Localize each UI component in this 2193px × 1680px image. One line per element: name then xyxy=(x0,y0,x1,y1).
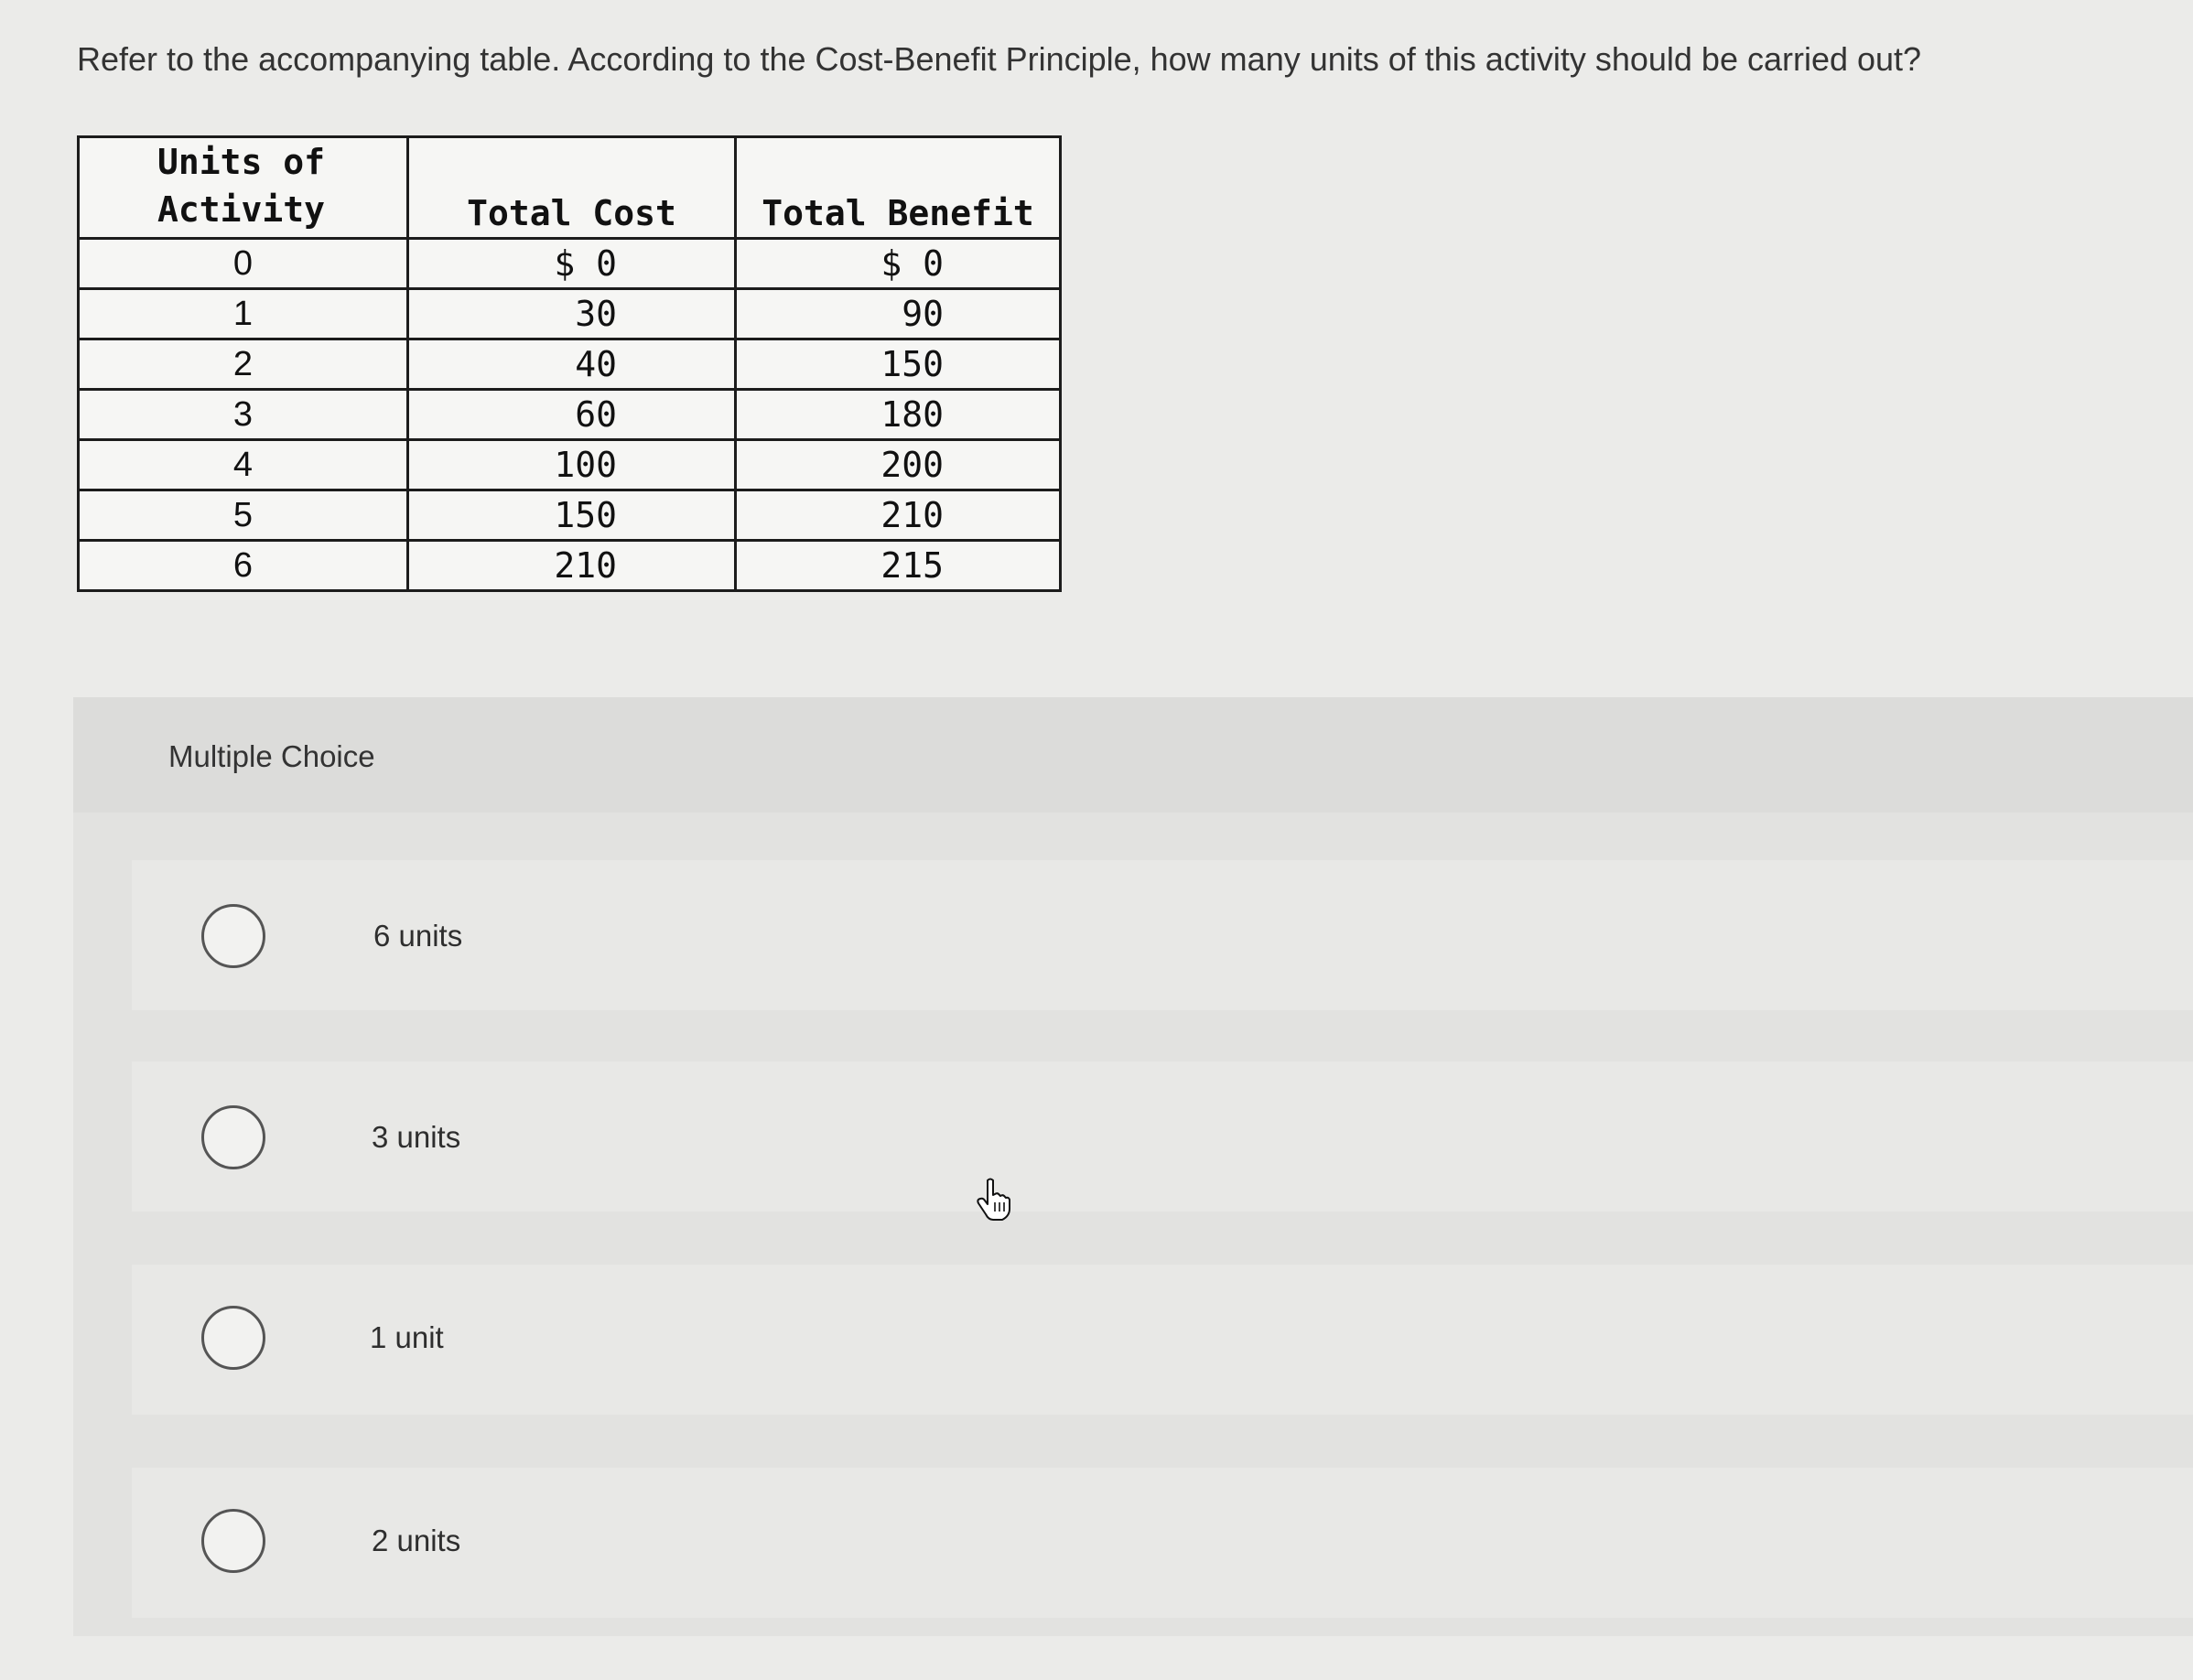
benefit-cell: 210 xyxy=(736,490,1061,541)
hand-pointer-icon xyxy=(976,1177,1012,1221)
header-units-line1: Units of xyxy=(157,142,326,182)
cost-cell: 60 xyxy=(408,390,736,440)
table-row xyxy=(79,390,1061,440)
table-row xyxy=(79,339,1061,390)
cost-cell: 210 xyxy=(408,541,736,591)
option-label: 6 units xyxy=(373,919,463,953)
question-text: Refer to the accompanying table. According to the Cost-Benefit Principle, how many units of this activity should be carried out? xyxy=(77,40,1922,78)
radio-button-icon[interactable] xyxy=(201,1105,265,1169)
benefit-cell: 150 xyxy=(736,339,1061,390)
multiple-choice-panel xyxy=(73,697,2193,1636)
units-cell: 6 xyxy=(79,541,408,591)
multiple-choice-header xyxy=(73,697,2193,813)
table-row xyxy=(79,289,1061,339)
table-row xyxy=(79,239,1061,289)
units-cell: 2 xyxy=(79,339,408,390)
table-header-row xyxy=(79,137,1061,239)
option-1-unit[interactable] xyxy=(132,1265,2193,1415)
benefit-cell: 215 xyxy=(736,541,1061,591)
header-total-cost: Total Cost xyxy=(408,137,736,239)
header-total-benefit: Total Benefit xyxy=(736,137,1061,239)
radio-button-icon[interactable] xyxy=(201,1509,265,1573)
option-label: 2 units xyxy=(372,1524,461,1557)
option-6-units[interactable] xyxy=(132,860,2193,1010)
header-units-line2: Activity xyxy=(157,189,326,230)
units-cell: 1 xyxy=(79,289,408,339)
units-cell: 5 xyxy=(79,490,408,541)
cost-cell: $ 0 xyxy=(408,239,736,289)
header-units-of-activity xyxy=(79,137,408,239)
radio-button-icon[interactable] xyxy=(201,1306,265,1370)
benefit-cell: 180 xyxy=(736,390,1061,440)
benefit-cell: $ 0 xyxy=(736,239,1061,289)
table-row xyxy=(79,541,1061,591)
cost-cell: 150 xyxy=(408,490,736,541)
multiple-choice-label: Multiple Choice xyxy=(168,739,375,773)
option-2-units[interactable] xyxy=(132,1468,2193,1618)
table-row xyxy=(79,440,1061,490)
table-row xyxy=(79,490,1061,541)
option-3-units[interactable] xyxy=(132,1061,2193,1212)
units-cell: 0 xyxy=(79,239,408,289)
cost-benefit-table xyxy=(77,135,1062,592)
units-cell: 4 xyxy=(79,440,408,490)
option-label: 1 unit xyxy=(370,1320,444,1354)
cost-cell: 40 xyxy=(408,339,736,390)
units-cell: 3 xyxy=(79,390,408,440)
cost-cell: 30 xyxy=(408,289,736,339)
option-label: 3 units xyxy=(372,1120,461,1154)
benefit-cell: 90 xyxy=(736,289,1061,339)
cost-cell: 100 xyxy=(408,440,736,490)
benefit-cell: 200 xyxy=(736,440,1061,490)
radio-button-icon[interactable] xyxy=(201,904,265,968)
